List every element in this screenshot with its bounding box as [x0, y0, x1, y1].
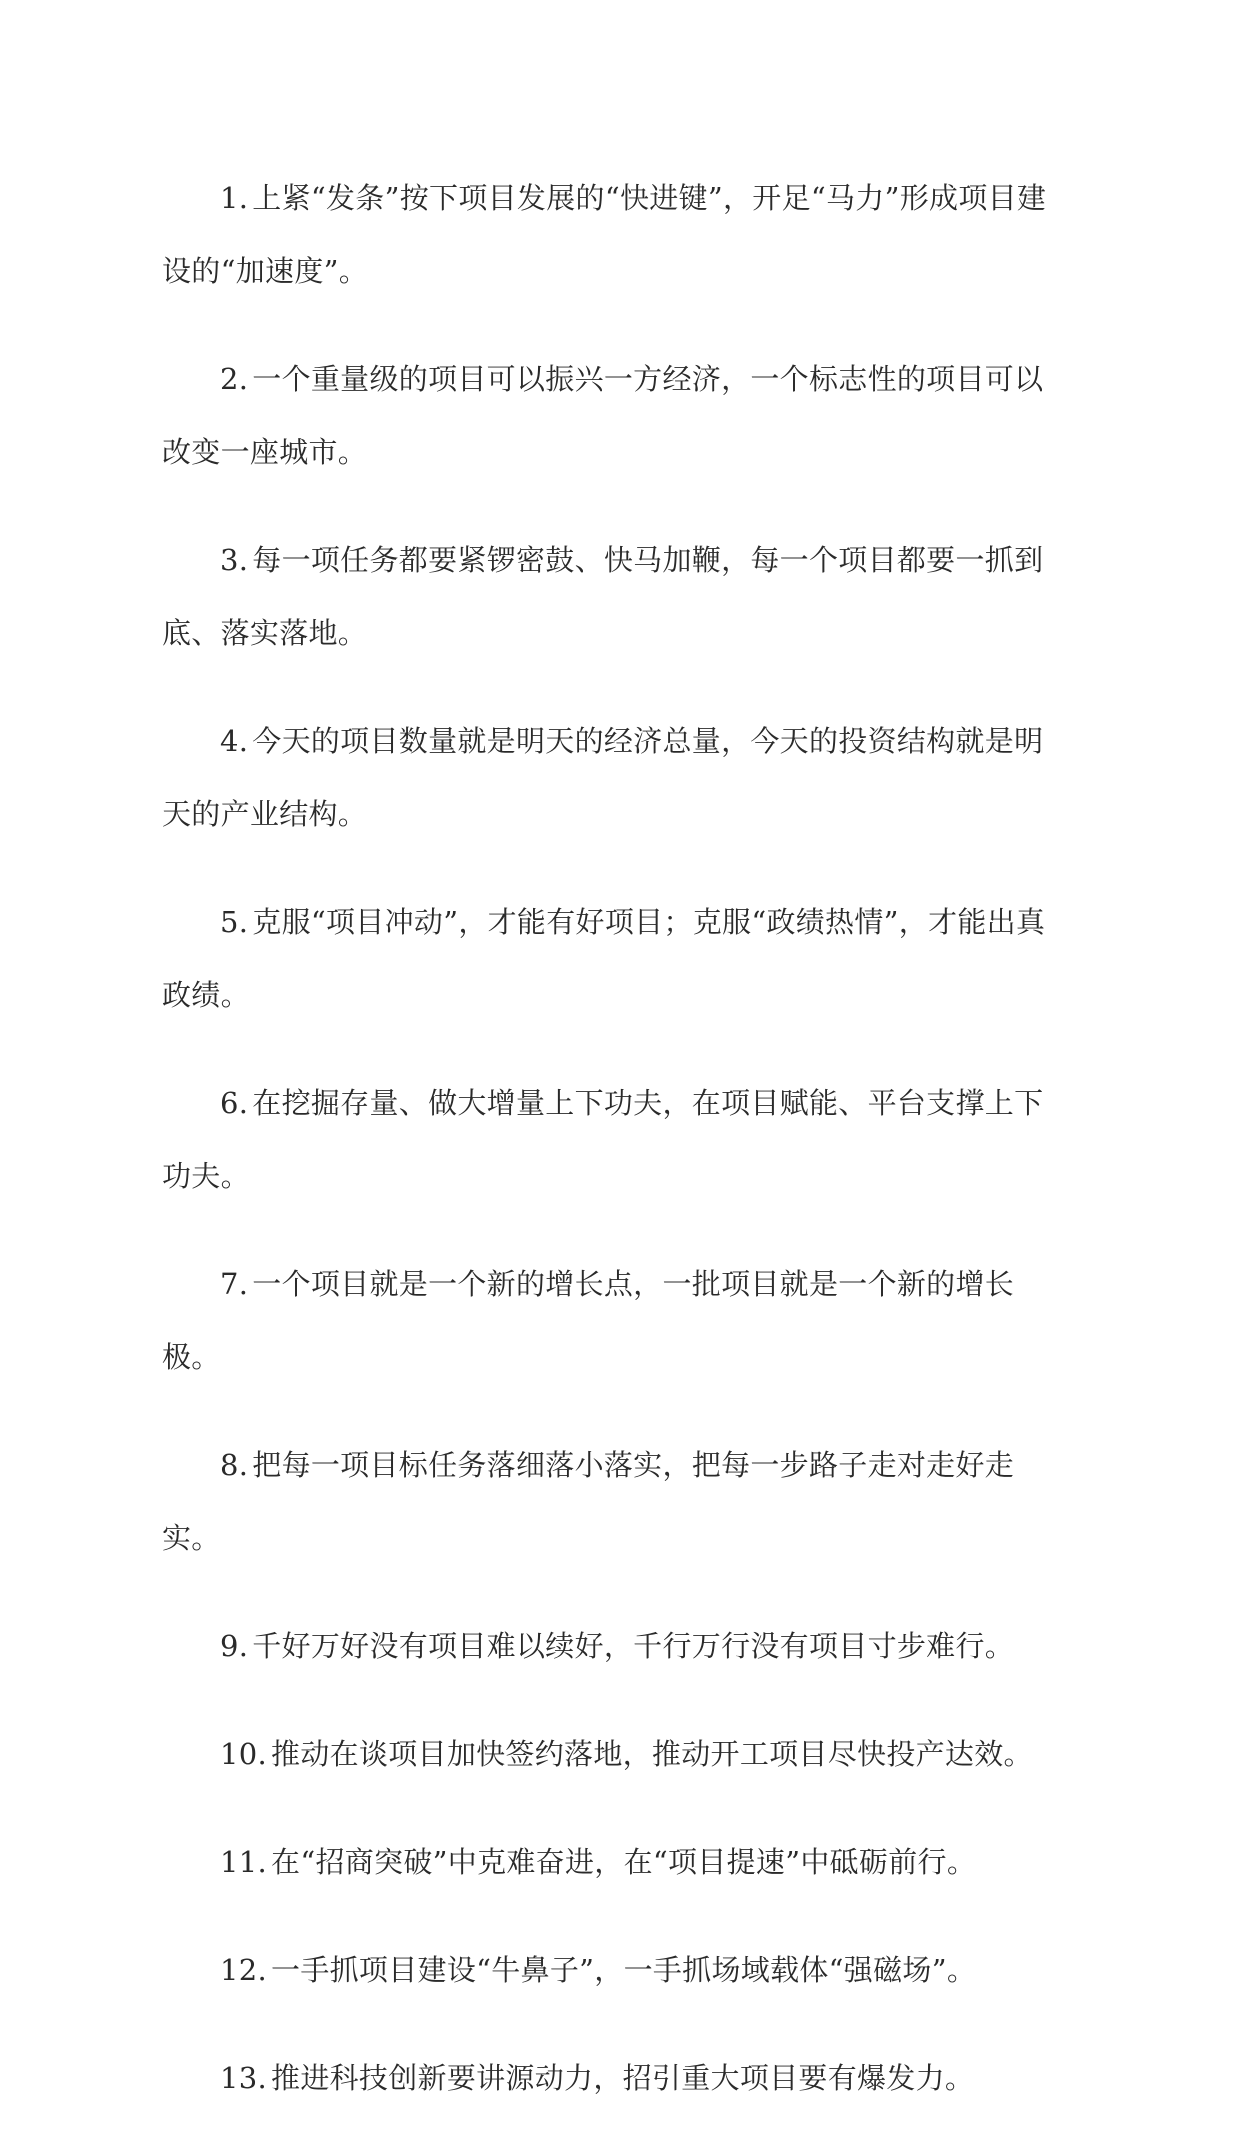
item-number: 2. [220, 362, 249, 396]
item-number: 8. [220, 1448, 249, 1482]
paragraph-13 [162, 2042, 1072, 2115]
item-number: 9. [220, 1629, 249, 1663]
item-text: 千好万好没有项目难以续好，千行万行没有项目寸步难行。 [252, 1629, 1015, 1663]
paragraph-9 [162, 1610, 1072, 1683]
paragraph-1 [162, 162, 1072, 308]
item-number: 5. [220, 905, 249, 939]
paragraph-4 [162, 705, 1072, 851]
item-number: 4. [220, 724, 249, 758]
item-number: 10. [220, 1737, 268, 1771]
paragraph-11 [162, 1826, 1072, 1899]
item-text: 上紧“发条”按下项目发展的“快进键”，开足“马力”形成项目建设的“加速度”。 [162, 181, 1047, 288]
item-number: 11. [220, 1845, 268, 1879]
item-number: 1. [220, 181, 249, 215]
paragraph-7 [162, 1248, 1072, 1394]
paragraph-3 [162, 524, 1072, 670]
paragraph-5 [162, 886, 1072, 1032]
item-text: 在挖掘存量、做大增量上下功夫，在项目赋能、平台支撑上下功夫。 [162, 1086, 1044, 1193]
item-text: 每一项任务都要紧锣密鼓、快马加鞭，每一个项目都要一抓到底、落实落地。 [162, 543, 1044, 650]
paragraph-6 [162, 1067, 1072, 1213]
item-text: 今天的项目数量就是明天的经济总量，今天的投资结构就是明天的产业结构。 [162, 724, 1044, 831]
item-text: 推动在谈项目加快签约落地，推动开工项目尽快投产达效。 [271, 1737, 1033, 1771]
paragraph-2 [162, 343, 1072, 489]
item-number: 7. [220, 1267, 249, 1301]
paragraph-8 [162, 1429, 1072, 1575]
item-text: 在“招商突破”中克难奋进，在“项目提速”中砥砺前行。 [271, 1845, 977, 1879]
item-number: 6. [220, 1086, 249, 1120]
item-text: 一手抓项目建设“牛鼻子”，一手抓场域载体“强磁场”。 [271, 1953, 977, 1987]
item-text: 一个重量级的项目可以振兴一方经济，一个标志性的项目可以改变一座城市。 [162, 362, 1044, 469]
item-text: 推进科技创新要讲源动力，招引重大项目要有爆发力。 [271, 2061, 975, 2095]
paragraph-10 [162, 1718, 1072, 1791]
item-text: 克服“项目冲动”，才能有好项目；克服“政绩热情”，才能出真政绩。 [162, 905, 1046, 1012]
item-text: 把每一项目标任务落细落小落实，把每一步路子走对走好走实。 [162, 1448, 1015, 1555]
paragraph-12 [162, 1934, 1072, 2007]
item-text: 一个项目就是一个新的增长点，一批项目就是一个新的增长极。 [162, 1267, 1015, 1374]
item-number: 3. [220, 543, 249, 577]
item-number: 13. [220, 2061, 268, 2095]
document-body [162, 162, 1072, 2150]
item-number: 12. [220, 1953, 268, 1987]
